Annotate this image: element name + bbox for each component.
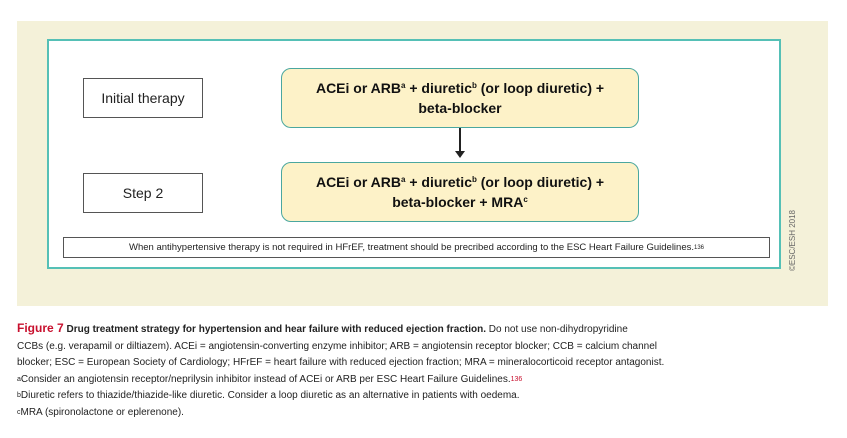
drug-text: (or loop diuretic) +: [476, 80, 605, 96]
drug-text: ACEi or ARB: [315, 174, 401, 190]
drug-text: + diuretic: [405, 80, 472, 96]
footnote-mark: b: [471, 175, 477, 184]
drug-text: beta-blocker: [418, 100, 502, 116]
caption-text: Do not use non-dihydropyridine: [486, 324, 628, 335]
footnote-mark: c: [17, 408, 21, 416]
initial-therapy-drug-box: [281, 68, 639, 128]
initial-therapy-line-2: [418, 98, 501, 118]
step-2-line-1: [316, 172, 604, 192]
drug-text: beta-blocker + MRA: [392, 194, 524, 210]
figure-caption: [17, 320, 832, 421]
initial-therapy-label: [83, 78, 203, 118]
initial-therapy-line-1: [316, 78, 604, 98]
footnote-b: [17, 388, 832, 405]
reference-link[interactable]: 136: [510, 375, 523, 383]
copyright-notice: [785, 205, 801, 275]
footnote-mark: a: [401, 175, 406, 184]
step-2-line-2: [392, 192, 528, 212]
footnote-mark: b: [471, 81, 477, 90]
drug-text: (or loop diuretic) +: [476, 174, 605, 190]
copyright-text: ©ESC/ESH 2018: [788, 209, 798, 271]
footnote-mark: b: [17, 392, 21, 399]
footnote-c: [17, 405, 832, 422]
step-arrow-shaft: [459, 128, 461, 152]
drug-text: ACEi or ARB: [315, 80, 401, 96]
footnote-mark: c: [523, 195, 528, 204]
guideline-note-text: When antihypertensive therapy is not required in HFrEF, treatment should be precribed according to the ESC Heart Failure Guidelines.: [128, 242, 694, 253]
step-2-drug-box: [281, 162, 639, 222]
footnote-text: MRA (spironolactone or eplerenone).: [20, 406, 184, 418]
down-arrow-icon: [455, 151, 465, 158]
guideline-note: [63, 237, 770, 258]
figure-number: Figure 7: [17, 321, 64, 335]
reference-mark: 136: [694, 244, 705, 251]
footnote-text: Diuretic refers to thiazide/thiazide-like diuretic. Consider a loop diuretic as an alternative in patients with oedema.: [20, 390, 520, 401]
step-2-label: [83, 173, 203, 213]
figure-title: Drug treatment strategy for hypertension and hear failure with reduced ejection fraction.: [66, 324, 486, 335]
caption-line-1: [17, 320, 832, 339]
footnote-mark: a: [401, 81, 406, 90]
caption-line-2: CCBs (e.g. verapamil or diltiazem). ACEi = angiotensin-converting enzyme inhibitor; ARB = angiotensin receptor blocker; CCB = calcium channel: [17, 340, 658, 352]
initial-therapy-label-text: Initial therapy: [101, 90, 185, 106]
step-2-label-text: Step 2: [122, 185, 164, 201]
footnote-text: Consider an angiotensin receptor/neprilysin inhibitor instead of ACEi or ARB per ESC Heart Failure Guidelines.: [20, 373, 511, 385]
drug-text: + diuretic: [405, 174, 472, 190]
caption-line-3: blocker; ESC = European Society of Cardiology; HFrEF = heart failure with reduced ejection fraction; MRA = mineralocorticoid receptor antagonist.: [17, 357, 665, 368]
footnote-mark: a: [17, 375, 21, 383]
footnote-a: [17, 372, 832, 389]
